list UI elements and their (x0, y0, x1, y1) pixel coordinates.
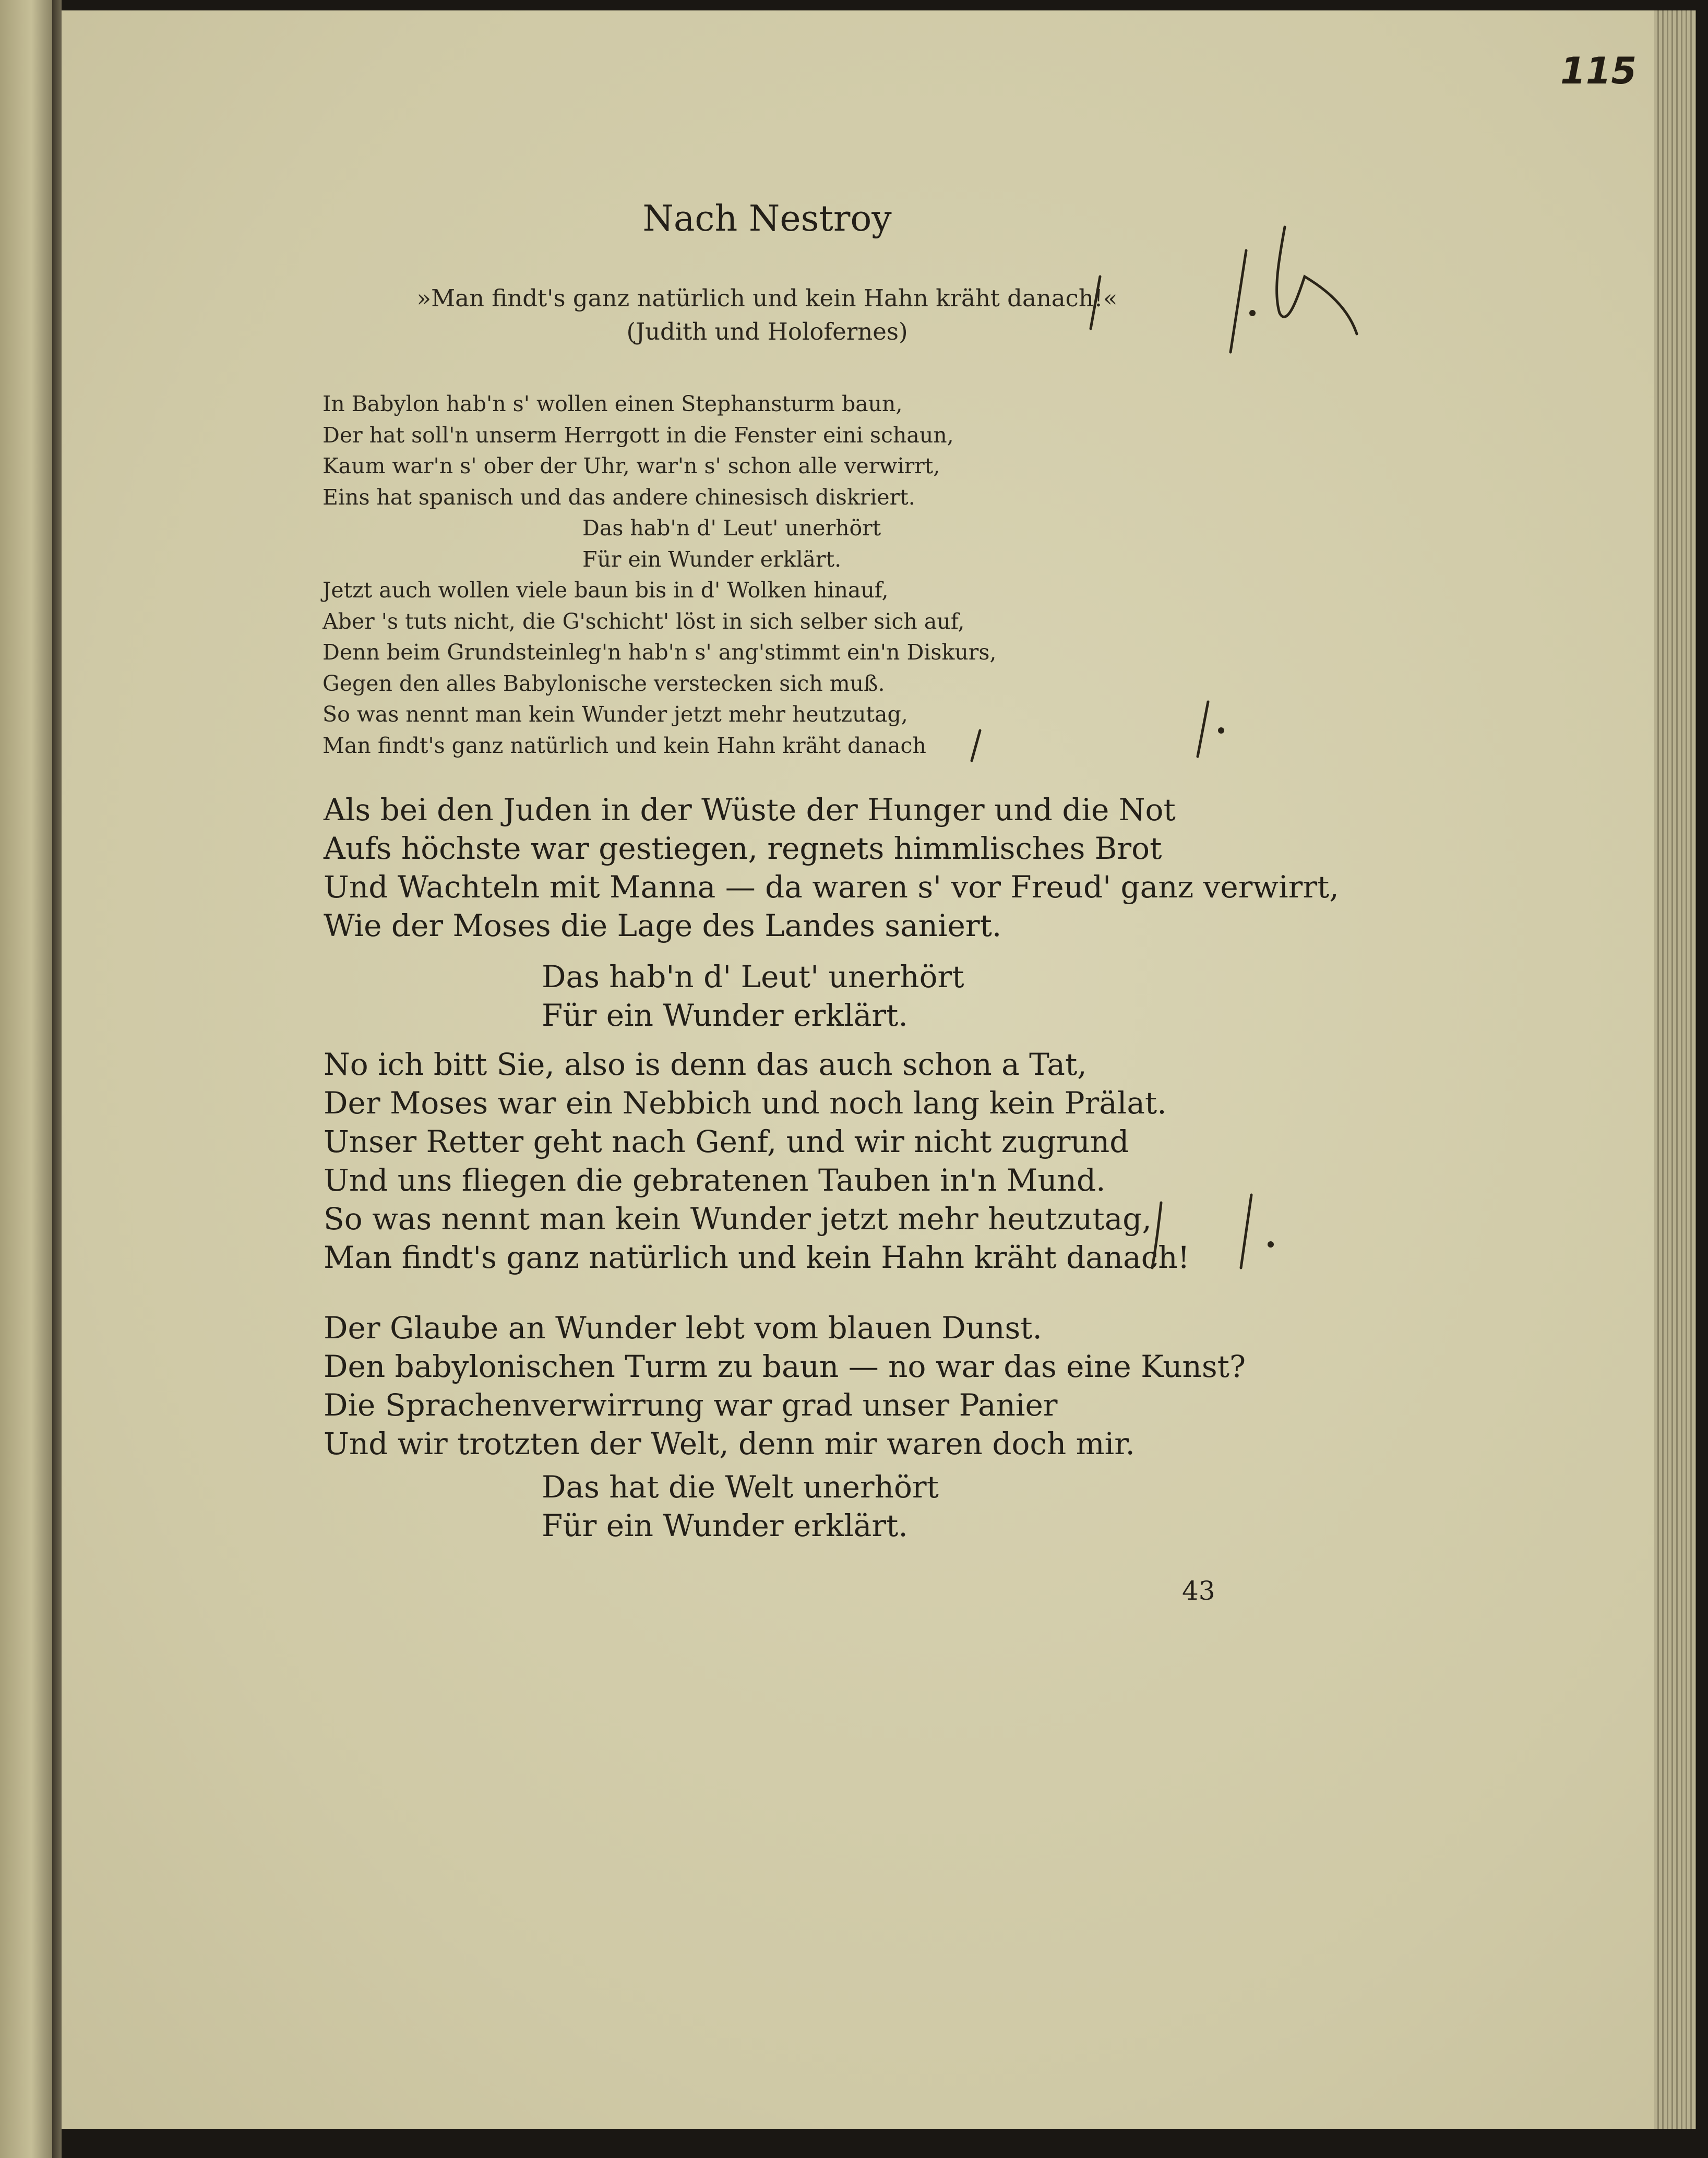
refrain-line: Für ein Wunder erklärt. (542, 1508, 908, 1543)
pencil-stroke (972, 730, 980, 761)
motto-quote: »Man findt's ganz natürlich und kein Hahn kräht danach!« (416, 284, 1118, 312)
verse-line: In Babylon hab'n s' wollen einen Stephansturm baun, (323, 391, 903, 416)
verse-line: Aber 's tuts nicht, die G'schicht' löst in sich selber sich auf, (323, 608, 965, 634)
motto-source: (Judith und Holofernes) (626, 318, 908, 345)
verse-line: Der hat soll'n unserm Herrgott in die Fenster eini schaun, (323, 422, 954, 448)
pencil-stroke (1277, 227, 1357, 334)
pencil-dot (1268, 1241, 1274, 1248)
verse-line: Und wir trotzten der Welt, denn mir waren doch mir. (324, 1426, 1135, 1461)
verse-line: Aufs höchste war gestiegen, regnets himmlisches Brot (324, 831, 1162, 866)
refrain-line: Für ein Wunder erklärt. (542, 998, 908, 1033)
verse-line: Gegen den alles Babylonische verstecken sich muß. (323, 670, 885, 696)
page-number: 43 (1182, 1576, 1215, 1606)
pencil-stroke (1231, 250, 1246, 352)
verse-line: Man findt's ganz natürlich und kein Hahn kräht danach! (324, 1240, 1190, 1275)
pencil-stroke (1241, 1195, 1251, 1268)
refrain-line: Das hab'n d' Leut' unerhört (582, 515, 881, 541)
verse-line: Als bei den Juden in der Wüste der Hunger und die Not (324, 792, 1176, 828)
verse-line: Denn beim Grundsteinleg'n hab'n s' ang'stimmt ein'n Diskurs, (323, 640, 997, 665)
pencil-dot (1249, 310, 1256, 316)
handwritten-folio-number: 115 (1560, 50, 1637, 92)
pencil-dot (1218, 727, 1224, 734)
verse-line: Jetzt auch wollen viele baun bis in d' Wolken hinauf, (323, 578, 889, 603)
poem-title: Nach Nestroy (642, 198, 892, 239)
verse-line: Den babylonischen Turm zu baun — no war das eine Kunst? (324, 1349, 1246, 1384)
pencil-stroke (1152, 1203, 1161, 1268)
verse-line: Man findt's ganz natürlich und kein Hahn kräht danach (323, 733, 926, 758)
pencil-stroke (1198, 702, 1208, 757)
pencil-stroke (1091, 277, 1100, 329)
refrain-line: Das hat die Welt unerhört (542, 1469, 939, 1505)
verse-line: No ich bitt Sie, also is denn das auch schon a Tat, (324, 1047, 1087, 1082)
verse-line: Wie der Moses die Lage des Landes saniert. (324, 908, 1002, 943)
verse-line: Und uns fliegen die gebratenen Tauben in'n Mund. (324, 1162, 1106, 1198)
verse-line: Der Glaube an Wunder lebt vom blauen Dunst. (324, 1310, 1042, 1346)
verse-line: Unser Retter geht nach Genf, und wir nicht zugrund (324, 1124, 1129, 1159)
verse-line: Die Sprachenverwirrung war grad unser Panier (324, 1387, 1058, 1423)
refrain-line: Für ein Wunder erklärt. (582, 546, 842, 572)
verse-line: So was nennt man kein Wunder jetzt mehr heutzutag, (324, 1201, 1152, 1237)
refrain-line: Das hab'n d' Leut' unerhört (542, 959, 964, 994)
verse-line: Der Moses war ein Nebbich und noch lang kein Prälat. (324, 1085, 1167, 1121)
verse-line: So was nennt man kein Wunder jetzt mehr heutzutag, (323, 702, 908, 727)
verse-line: Eins hat spanisch und das andere chinesisch diskriert. (323, 484, 915, 510)
verse-line: Kaum war'n s' ober der Uhr, war'n s' schon alle verwirrt, (323, 453, 940, 478)
verse-line: Und Wachteln mit Manna — da waren s' vor Freud' ganz verwirrt, (324, 869, 1339, 905)
